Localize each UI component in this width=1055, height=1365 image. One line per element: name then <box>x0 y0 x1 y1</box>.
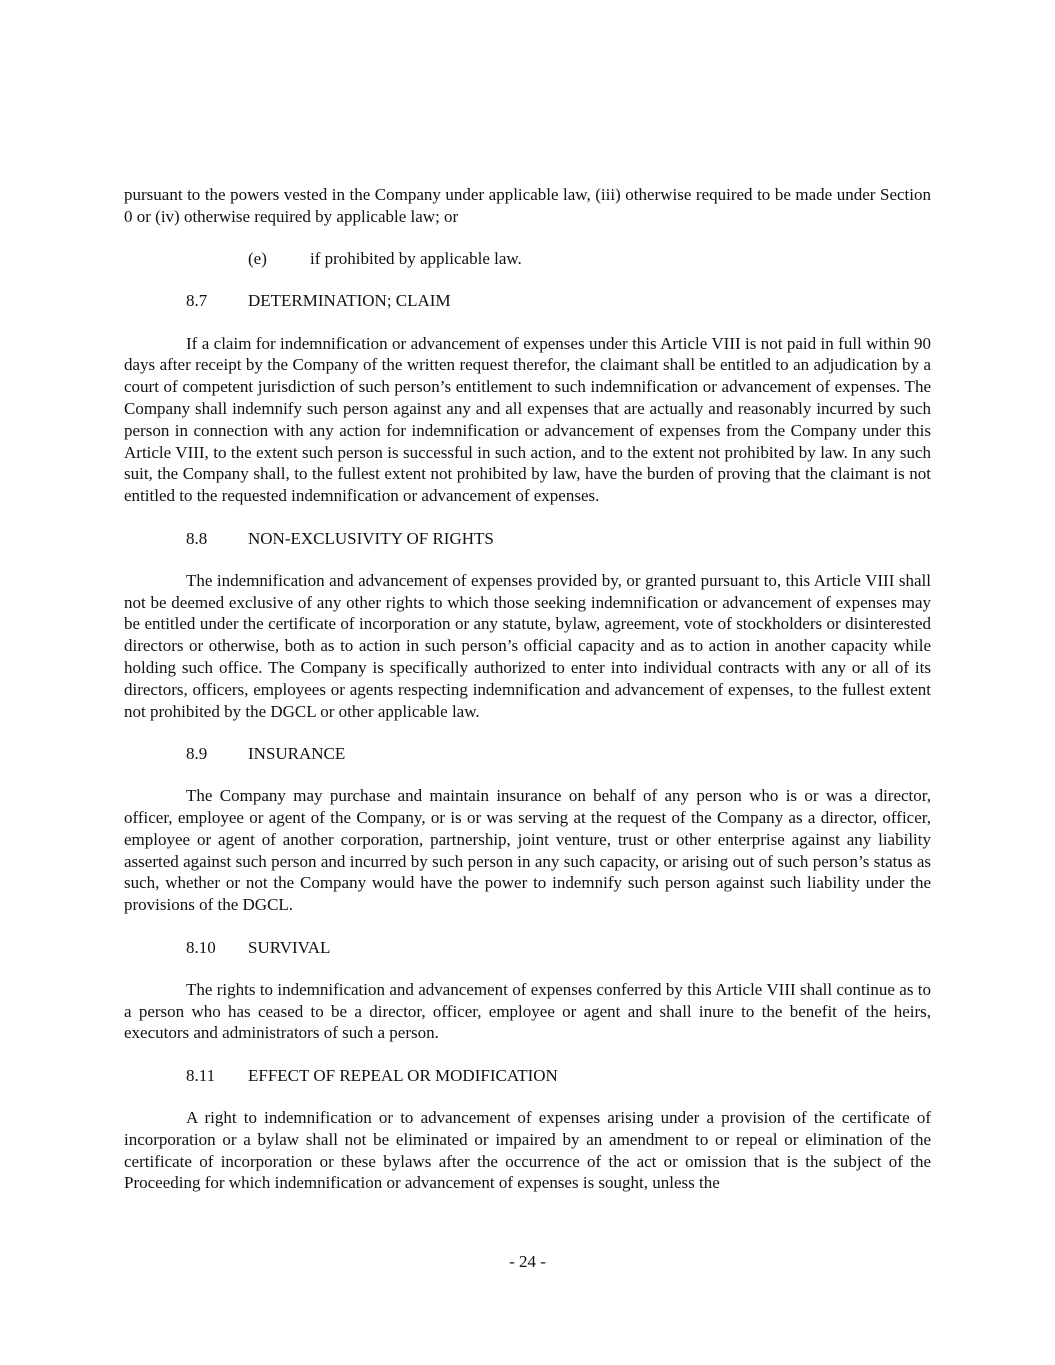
section-heading-8-7 <box>124 290 931 312</box>
list-item-text: if prohibited by applicable law. <box>310 249 522 269</box>
section-number: 8.7 <box>186 291 208 311</box>
section-number: 8.10 <box>186 937 216 957</box>
section-body-8-9: The Company may purchase and maintain insurance on behalf of any person who is or was a director, officer, employee or agent of the Company, or is or was serving at the request of the Company as a director, officer, employee or agent of another corporation, partnership, joint venture, trust or other enterprise against any liability asserted against such person and incurred by such person in any such capacity, or arising out of such person’s status as such, whether or not the Company would have the power to indemnify such person against such liability under the provisions of the DGCL. <box>124 786 931 915</box>
section-body-8-8: The indemnification and advancement of expenses provided by, or granted pursuant to, this Article VIII shall not be deemed exclusive of any other rights to which those seeking indemnification or advancement of expenses may be entitled under the certificate of incorporation or any statute, bylaw, agreement, vote of stockholders or disinterested directors or otherwise, both as to action in such person’s official capacity and as to action in another capacity while holding such office. The Company is specifically authorized to enter into individual contracts with any or all of its directors, officers, employees or agents respecting indemnification and advancement of expenses, to the fullest extent not prohibited by the DGCL or other applicable law. <box>124 570 931 721</box>
section-body-8-11: A right to indemnification or to advancement of expenses arising under a provision of the certificate of incorporation or a bylaw shall not be eliminated or impaired by an amendment to or repeal or elimination of the certificate of incorporation or these bylaws after the occurrence of the act or omission that is the subject of the Proceeding for which indemnification or advancement of expenses is sought, unless the <box>124 1108 931 1193</box>
section-number: 8.9 <box>186 743 208 763</box>
page-number: - 24 - <box>509 1252 546 1271</box>
section-body-8-10: The rights to indemnification and advancement of expenses conferred by this Article VIII shall continue as to a person who has ceased to be a director, officer, employee or agent and shall inure to the benefit of the heirs, executors and administrators of such a person. <box>124 979 931 1043</box>
section-body-8-7: If a claim for indemnification or advancement of expenses under this Article VIII is not paid in full within 90 days after receipt by the Company of the written request therefor, the claimant shall be entitled to an adjudication by a court of competent jurisdiction of such person’s entitlement to such indemnification or advancement of expenses. The Company shall indemnify such person against any and all expenses that are actually and reasonably incurred by such person in connection with any action for indemnification or advancement of expenses from the Company under this Article VIII, to the extent such person is successful in such action, and to the extent not prohibited by law. In any such suit, the Company shall, to the fullest extent not prohibited by law, have the burden of proving that the claimant is not entitled to the requested indemnification or advancement of expenses. <box>124 333 931 506</box>
section-title: NON-EXCLUSIVITY OF RIGHTS <box>248 528 494 548</box>
section-title: INSURANCE <box>248 743 346 763</box>
section-heading-8-8 <box>124 528 931 550</box>
section-title: SURVIVAL <box>248 937 331 957</box>
section-number: 8.11 <box>186 1065 216 1085</box>
section-number: 8.8 <box>186 528 208 548</box>
list-item-marker: (e) <box>248 249 267 269</box>
list-item-e <box>124 248 931 270</box>
section-heading-8-11 <box>124 1065 931 1087</box>
section-heading-8-9 <box>124 743 931 765</box>
document-page <box>124 184 931 1194</box>
opening-paragraph: pursuant to the powers vested in the Company under applicable law, (iii) otherwise required to be made under Section 0 or (iv) otherwise required by applicable law; or <box>124 185 931 226</box>
section-title: EFFECT OF REPEAL OR MODIFICATION <box>248 1065 558 1085</box>
section-title: DETERMINATION; CLAIM <box>248 291 451 311</box>
section-heading-8-10 <box>124 937 931 959</box>
